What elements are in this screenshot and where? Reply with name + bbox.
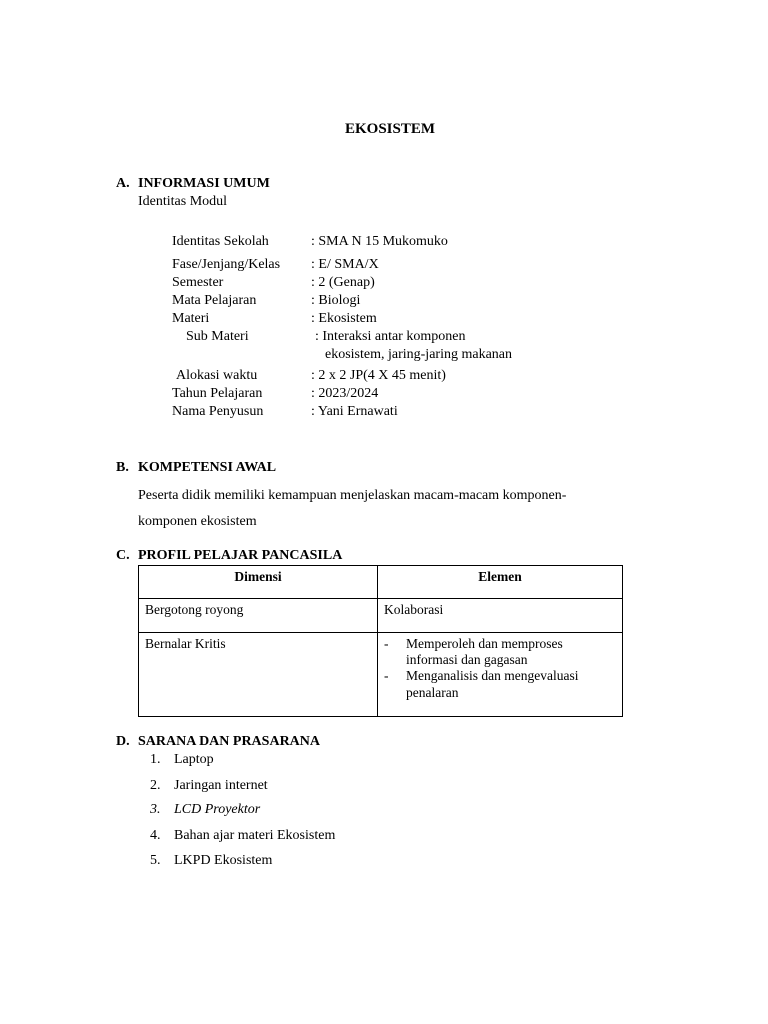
section-c-letter: C.: [116, 548, 130, 563]
section-b-letter: B.: [116, 460, 129, 475]
identity-label: Alokasi waktu: [176, 368, 258, 383]
identity-value-continued: ekosistem, jaring-jaring makanan: [325, 347, 512, 362]
list-item: Laptop: [174, 752, 214, 767]
identity-label: Semester: [172, 275, 224, 290]
list-item-number: 4.: [150, 828, 161, 843]
list-item: Bahan ajar materi Ekosistem: [174, 828, 336, 843]
elemen-text-line: penalaran: [406, 684, 459, 700]
identity-value: : E/ SMA/X: [311, 257, 379, 272]
table-cell-dimensi: Bernalar Kritis: [139, 633, 378, 717]
identity-value: : SMA N 15 Mukomuko: [311, 234, 448, 249]
table-row: [139, 633, 623, 717]
table-row: [139, 599, 623, 633]
identity-label: Identitas Sekolah: [172, 234, 269, 249]
identity-value: : 2023/2024: [311, 386, 379, 401]
section-a-subheading: Identitas Modul: [138, 194, 228, 209]
table-header-row: [139, 566, 623, 599]
identity-label: Tahun Pelajaran: [172, 386, 263, 401]
document-title: EKOSISTEM: [344, 121, 436, 137]
elemen-list-item: [384, 636, 616, 668]
section-a-letter: A.: [116, 176, 130, 191]
dash-bullet: -: [384, 636, 389, 651]
identity-label: Sub Materi: [186, 329, 249, 344]
identity-value: : 2 x 2 JP(4 X 45 menit): [311, 368, 446, 383]
elemen-text-line: informasi dan gagasan: [406, 652, 528, 668]
profil-pancasila-table: [138, 565, 623, 717]
identity-label: Mata Pelajaran: [172, 293, 257, 308]
section-c-heading: PROFIL PELAJAR PANCASILA: [138, 548, 343, 563]
identity-value: : Interaksi antar komponen: [315, 329, 466, 344]
elemen-list-item: [384, 668, 616, 700]
section-b-paragraph-line: Peserta didik memiliki kemampuan menjelaskan macam-macam komponen-: [138, 488, 567, 503]
elemen-text-line: Memperoleh dan memproses: [406, 636, 563, 651]
list-item-number: 1.: [150, 752, 161, 767]
elemen-text-line: Menganalisis dan mengevaluasi: [406, 668, 579, 684]
identity-label: Materi: [172, 311, 210, 326]
table-cell-dimensi: Bergotong royong: [139, 599, 378, 633]
identity-label: Nama Penyusun: [172, 404, 264, 419]
identity-value: : Yani Ernawati: [311, 404, 398, 419]
list-item-number: 5.: [150, 853, 161, 868]
identity-value: : Ekosistem: [311, 311, 377, 326]
section-a-heading: INFORMASI UMUM: [138, 176, 270, 191]
section-b-heading: KOMPETENSI AWAL: [138, 460, 277, 475]
section-d-heading: SARANA DAN PRASARANA: [138, 734, 321, 749]
list-item-number: 3.: [150, 802, 161, 817]
list-item: LKPD Ekosistem: [174, 853, 273, 868]
table-header-dimensi: Dimensi: [139, 566, 378, 599]
identity-value: : 2 (Genap): [311, 275, 375, 290]
list-item: LCD Proyektor: [174, 802, 261, 817]
section-d-letter: D.: [116, 734, 130, 749]
table-cell-elemen: [378, 633, 623, 717]
identity-label: Fase/Jenjang/Kelas: [172, 257, 281, 272]
list-item: Jaringan internet: [174, 778, 268, 793]
table-header-elemen: Elemen: [378, 566, 623, 599]
dash-bullet: -: [384, 668, 389, 684]
list-item-number: 2.: [150, 778, 161, 793]
section-b-paragraph-line: komponen ekosistem: [138, 514, 257, 529]
identity-value: : Biologi: [311, 293, 361, 308]
table-cell-elemen: Kolaborasi: [378, 599, 623, 633]
